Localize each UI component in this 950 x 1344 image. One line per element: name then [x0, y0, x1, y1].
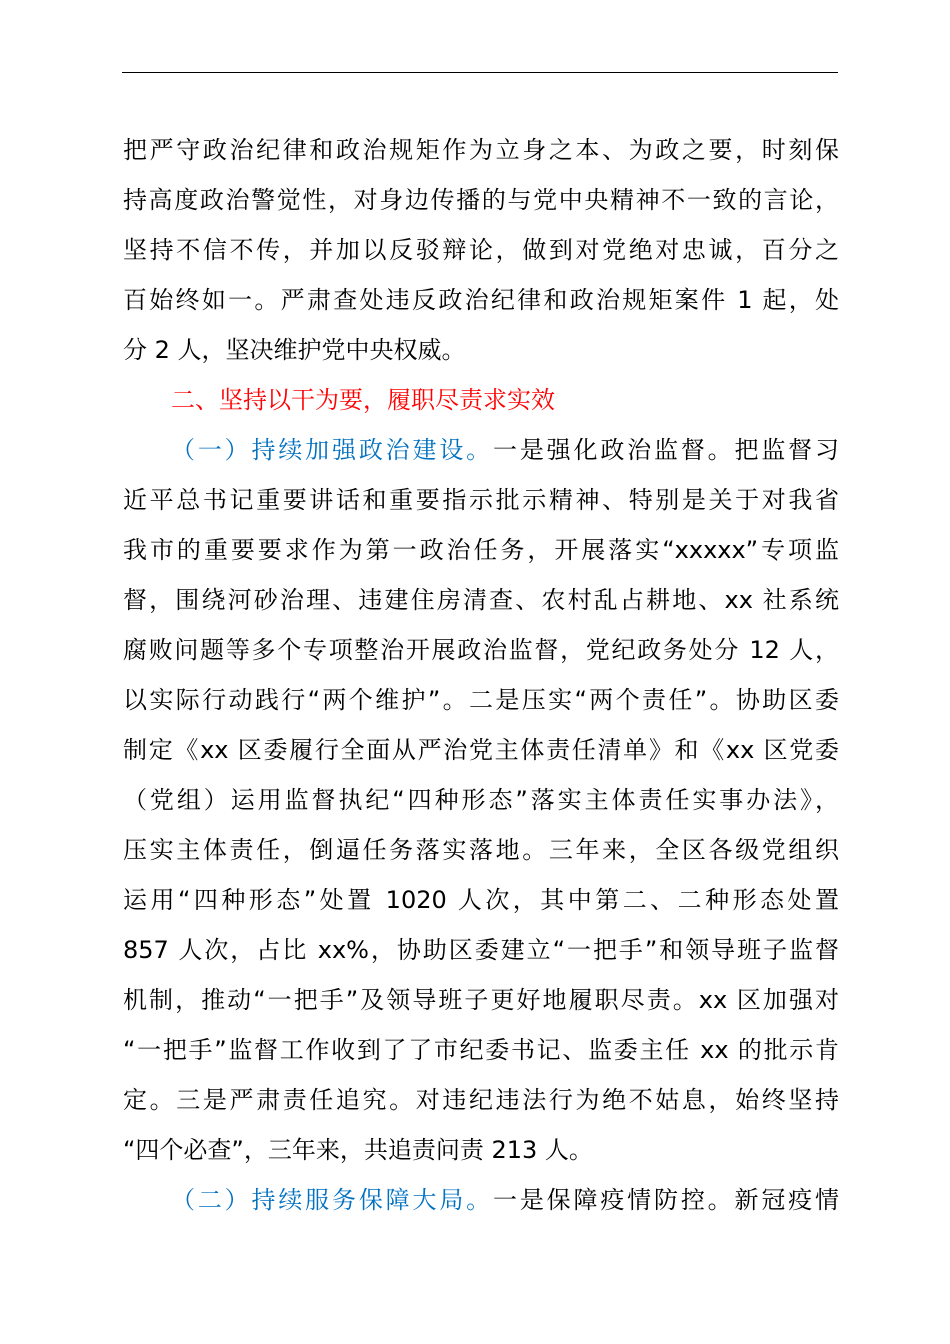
text-line: 定。三是严肃责任追究。对违纪违法行为绝不姑息，始终坚持 [123, 1086, 839, 1114]
header-rule [122, 72, 838, 73]
text-line: 运用“四种形态”处置 1020 人次，其中第二、二种形态处置 [123, 886, 839, 914]
text-line: 制定《xx 区委履行全面从严治党主体责任清单》和《xx 区党委 [123, 736, 839, 764]
text-line: 腐败问题等多个专项整治开展政治监督，党纪政务处分 12 人， [123, 636, 839, 664]
text-line: 以实际行动践行“两个维护”。二是压实“两个责任”。协助区委 [123, 686, 839, 714]
text-line: 近平总书记重要讲话和重要指示批示精神、特别是关于对我省 [123, 486, 839, 514]
text-line: 坚持不信不传，并加以反驳辩论，做到对党绝对忠诚，百分之 [123, 236, 839, 264]
document-body [123, 125, 839, 1225]
text-line: “一把手”监督工作收到了了市纪委书记、监委主任 xx 的批示肯 [123, 1036, 839, 1064]
text-line: 督，围绕河砂治理、违建住房清查、农村乱占耕地、xx 社系统 [123, 586, 839, 614]
text-run: 一是强化政治监督。把监督习 [493, 436, 839, 464]
text-line: 持高度政治警觉性，对身边传播的与党中央精神不一致的言论， [123, 186, 839, 214]
text-line: 我市的重要要求作为第一政治任务，开展落实“xxxxx”专项监 [123, 536, 839, 564]
subsection-2 [123, 1175, 839, 1225]
subsection-title: （二）持续服务保障大局。 [171, 1186, 493, 1214]
text-line: “四个必查”，三年来，共追责问责 213 人。 [123, 1136, 593, 1164]
subsection-1 [123, 425, 839, 1175]
text-line: 857 人次，占比 xx%，协助区委建立“一把手”和领导班子监督 [123, 936, 839, 964]
text-line: 分 2 人，坚决维护党中央权威。 [123, 336, 466, 364]
text-line: 机制，推动“一把手”及领导班子更好地履职尽责。xx 区加强对 [123, 986, 839, 1014]
text-line: 百始终如一。严肃查处违反政治纪律和政治规矩案件 1 起，处 [123, 286, 839, 314]
text-line: 把严守政治纪律和政治规矩作为立身之本、为政之要，时刻保 [123, 136, 839, 164]
text-line: （党组）运用监督执纪“四种形态”落实主体责任实事办法》， [123, 786, 839, 814]
subsection-title: （一）持续加强政治建设。 [171, 436, 493, 464]
text-run: 一是保障疫情防控。新冠疫情 [493, 1186, 839, 1214]
text-line: 压实主体责任，倒逼任务落实落地。三年来，全区各级党组织 [123, 836, 839, 864]
subsection-first-line [123, 1175, 839, 1225]
subsection-first-line [123, 425, 839, 475]
section-heading-2: 二、坚持以干为要，履职尽责求实效 [171, 386, 555, 414]
paragraph-1 [123, 125, 839, 375]
